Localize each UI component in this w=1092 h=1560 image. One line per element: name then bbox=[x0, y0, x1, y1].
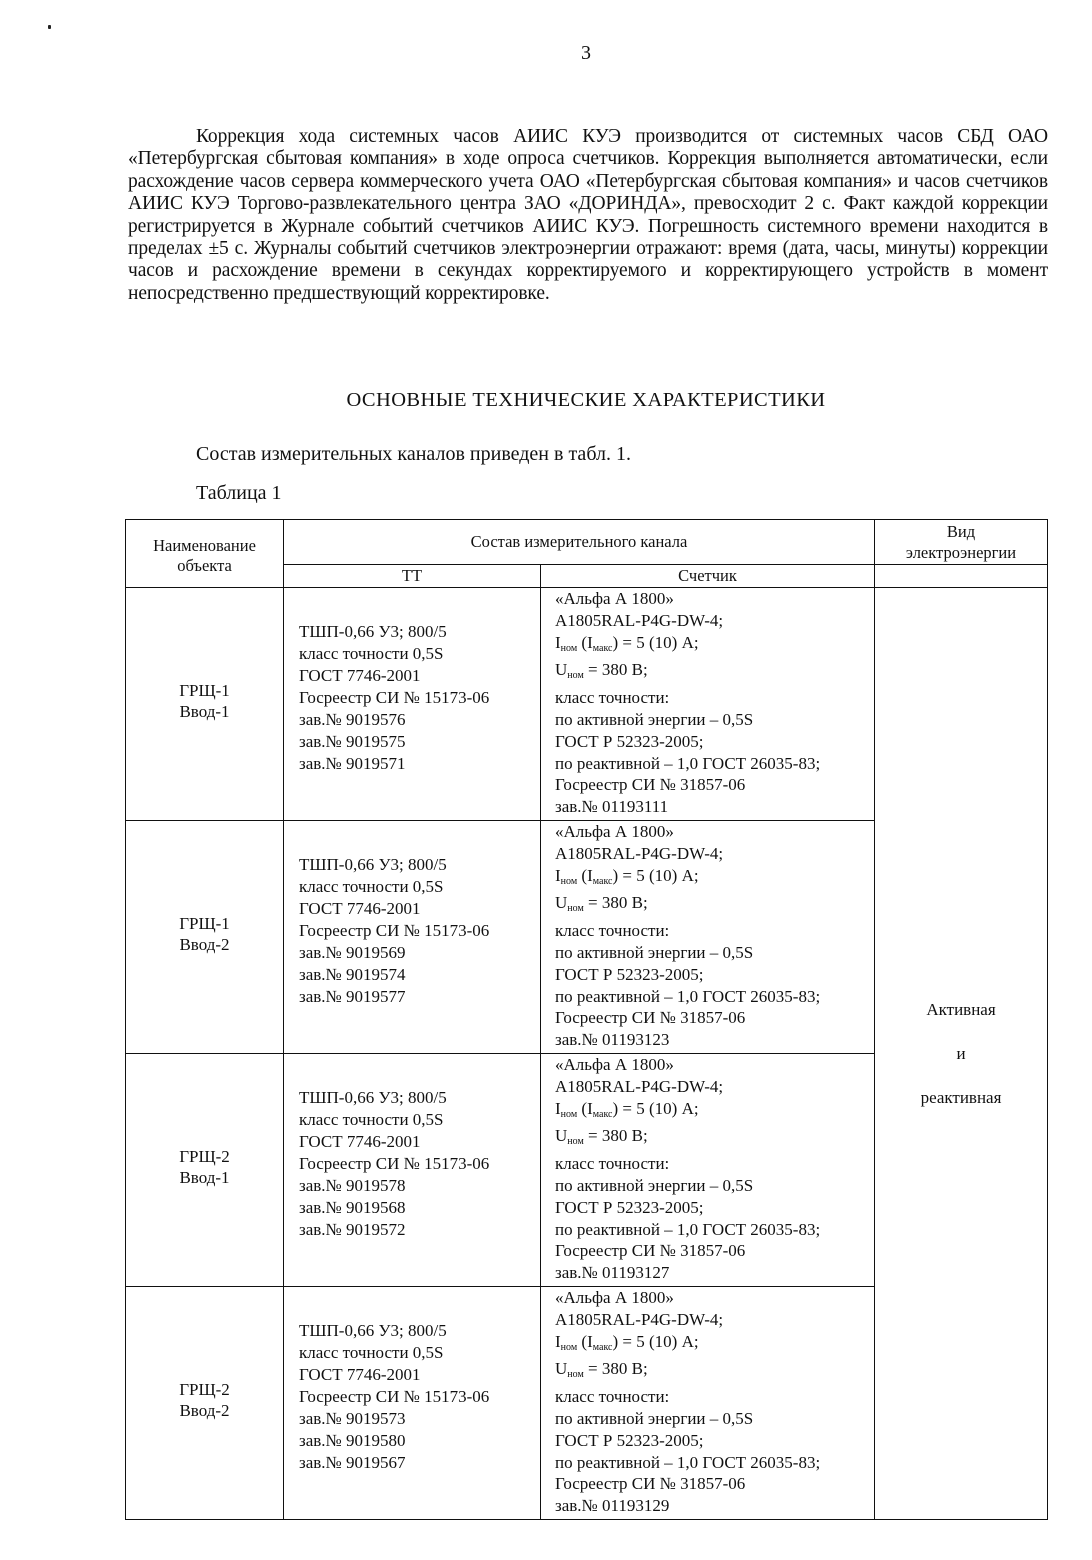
meter-serial: зав.№ 01193111 bbox=[555, 797, 669, 817]
object-input: Ввод-2 bbox=[179, 1401, 230, 1420]
current-value: ) = 5 (10) А; bbox=[612, 1331, 699, 1351]
tt-serial: зав.№ 9019577 bbox=[299, 987, 406, 1006]
current-symbol: I bbox=[555, 1098, 561, 1118]
meter-registry: Госреестр СИ № 31857-06 bbox=[555, 1008, 746, 1028]
header-kind-empty bbox=[875, 565, 1048, 588]
header-meter: Счетчик bbox=[541, 565, 875, 588]
tt-serial: зав.№ 9019576 bbox=[299, 710, 406, 729]
tt-cell bbox=[284, 588, 541, 821]
tt-cell bbox=[284, 1054, 541, 1287]
current-sub-max: макс bbox=[592, 1108, 613, 1120]
object-name: ГРЩ-2 bbox=[179, 1380, 230, 1399]
meter-voltage bbox=[555, 1358, 874, 1386]
kind-reactive: реактивная bbox=[920, 1087, 1002, 1107]
current-value: ) = 5 (10) А; bbox=[612, 1098, 699, 1118]
meter-reactive: по реактивной – 1,0 ГОСТ 26035-83; bbox=[555, 1219, 821, 1239]
channels-table bbox=[125, 519, 1048, 1520]
tt-serial: зав.№ 9019572 bbox=[299, 1220, 406, 1239]
current-sub-nom: ном bbox=[560, 875, 578, 887]
object-name: ГРЩ-1 bbox=[179, 681, 230, 700]
current-value: ) = 5 (10) А; bbox=[612, 632, 699, 652]
current-mid: (I bbox=[577, 865, 593, 885]
meter-class-label: класс точности: bbox=[555, 921, 670, 941]
meter-class-label: класс точности: bbox=[555, 1154, 670, 1174]
tt-serial: зав.№ 9019568 bbox=[299, 1198, 406, 1217]
current-sub-nom: ном bbox=[560, 1341, 578, 1353]
kind-active: Активная bbox=[926, 999, 996, 1019]
scan-speck bbox=[48, 25, 51, 29]
meter-active: по активной энергии – 0,5S bbox=[555, 1408, 754, 1428]
meter-voltage bbox=[555, 892, 874, 920]
current-mid: (I bbox=[577, 1098, 593, 1118]
meter-registry: Госреестр СИ № 31857-06 bbox=[555, 1241, 746, 1261]
meter-cell bbox=[541, 588, 875, 821]
object-cell bbox=[126, 588, 284, 821]
current-sub-nom: ном bbox=[560, 642, 578, 654]
meter-serial: зав.№ 01193123 bbox=[555, 1030, 670, 1050]
meter-class-label: класс точности: bbox=[555, 688, 670, 708]
section-title: ОСНОВНЫЕ ТЕХНИЧЕСКИЕ ХАРАКТЕРИСТИКИ bbox=[346, 389, 826, 411]
meter-active-gost: ГОСТ Р 52323-2005; bbox=[555, 1197, 704, 1217]
meter-active-gost: ГОСТ Р 52323-2005; bbox=[555, 1430, 704, 1450]
kind-cell bbox=[875, 588, 1048, 1520]
meter-active-gost: ГОСТ Р 52323-2005; bbox=[555, 964, 704, 984]
object-cell bbox=[126, 821, 284, 1054]
voltage-sub: ном bbox=[567, 1136, 584, 1148]
tt-registry: Госреестр СИ № 15173-06 bbox=[299, 921, 490, 940]
tt-type: ТШП-0,66 У3; 800/5 bbox=[299, 1321, 447, 1340]
current-mid: (I bbox=[577, 632, 593, 652]
meter-type: A1805RAL-P4G-DW-4; bbox=[555, 1309, 724, 1329]
header-tt: ТТ bbox=[284, 565, 541, 588]
tt-class: класс точности 0,5S bbox=[299, 644, 444, 663]
object-input: Ввод-1 bbox=[179, 1168, 230, 1187]
meter-serial: зав.№ 01193129 bbox=[555, 1496, 670, 1516]
tt-registry: Госреестр СИ № 15173-06 bbox=[299, 1387, 490, 1406]
meter-model: «Альфа А 1800» bbox=[555, 589, 674, 608]
tt-class: класс точности 0,5S bbox=[299, 877, 444, 896]
voltage-sub: ном bbox=[567, 903, 584, 915]
tt-cell bbox=[284, 821, 541, 1054]
tt-registry: Госреестр СИ № 15173-06 bbox=[299, 1154, 490, 1173]
tt-serial: зав.№ 9019580 bbox=[299, 1431, 406, 1450]
voltage-value: = 380 В; bbox=[583, 1126, 648, 1146]
table-intro: Состав измерительных каналов приведен в табл. 1. bbox=[196, 443, 631, 465]
meter-active: по активной энергии – 0,5S bbox=[555, 942, 754, 962]
meter-model: «Альфа А 1800» bbox=[555, 1288, 674, 1307]
current-sub-max: макс bbox=[592, 1341, 613, 1353]
voltage-value: = 380 В; bbox=[583, 1359, 648, 1379]
table-row bbox=[126, 588, 1048, 821]
object-input: Ввод-1 bbox=[179, 702, 230, 721]
page-number: 3 bbox=[581, 42, 591, 64]
object-cell bbox=[126, 1054, 284, 1287]
tt-serial: зав.№ 9019573 bbox=[299, 1409, 406, 1428]
current-symbol: I bbox=[555, 865, 561, 885]
meter-registry: Госреестр СИ № 31857-06 bbox=[555, 1474, 746, 1494]
current-symbol: I bbox=[555, 1331, 561, 1351]
current-symbol: I bbox=[555, 632, 561, 652]
tt-class: класс точности 0,5S bbox=[299, 1110, 444, 1129]
tt-gost: ГОСТ 7746-2001 bbox=[299, 899, 421, 918]
header-kind-line1: Вид bbox=[946, 522, 976, 541]
meter-reactive: по реактивной – 1,0 ГОСТ 26035-83; bbox=[555, 986, 821, 1006]
tt-serial: зав.№ 9019567 bbox=[299, 1453, 406, 1472]
meter-type: A1805RAL-P4G-DW-4; bbox=[555, 843, 724, 863]
meter-active-gost: ГОСТ Р 52323-2005; bbox=[555, 731, 704, 751]
tt-serial: зав.№ 9019575 bbox=[299, 732, 406, 751]
object-cell bbox=[126, 1287, 284, 1520]
voltage-symbol: U bbox=[555, 1126, 568, 1146]
tt-serial: зав.№ 9019574 bbox=[299, 965, 406, 984]
tt-serial: зав.№ 9019569 bbox=[299, 943, 406, 962]
meter-reactive: по реактивной – 1,0 ГОСТ 26035-83; bbox=[555, 753, 821, 773]
meter-model: «Альфа А 1800» bbox=[555, 822, 674, 841]
meter-current bbox=[555, 1098, 874, 1126]
meter-active: по активной энергии – 0,5S bbox=[555, 1175, 754, 1195]
tt-registry: Госреестр СИ № 15173-06 bbox=[299, 688, 490, 707]
header-kind bbox=[875, 520, 1048, 565]
meter-cell bbox=[541, 1054, 875, 1287]
tt-type: ТШП-0,66 У3; 800/5 bbox=[299, 1088, 447, 1107]
current-sub-nom: ном bbox=[560, 1108, 578, 1120]
kind-and: и bbox=[956, 1043, 966, 1063]
tt-gost: ГОСТ 7746-2001 bbox=[299, 1365, 421, 1384]
voltage-sub: ном bbox=[567, 1369, 584, 1381]
header-composition: Состав измерительного канала bbox=[284, 520, 875, 565]
object-name: ГРЩ-2 bbox=[179, 1147, 230, 1166]
tt-gost: ГОСТ 7746-2001 bbox=[299, 1132, 421, 1151]
meter-type: A1805RAL-P4G-DW-4; bbox=[555, 610, 724, 630]
object-input: Ввод-2 bbox=[179, 935, 230, 954]
meter-reactive: по реактивной – 1,0 ГОСТ 26035-83; bbox=[555, 1452, 821, 1472]
tt-type: ТШП-0,66 У3; 800/5 bbox=[299, 622, 447, 641]
voltage-sub: ном bbox=[567, 670, 584, 682]
meter-voltage bbox=[555, 659, 874, 687]
meter-serial: зав.№ 01193127 bbox=[555, 1263, 670, 1283]
voltage-symbol: U bbox=[555, 893, 568, 913]
meter-model: «Альфа А 1800» bbox=[555, 1055, 674, 1074]
meter-current bbox=[555, 865, 874, 893]
meter-active: по активной энергии – 0,5S bbox=[555, 709, 754, 729]
voltage-value: = 380 В; bbox=[583, 893, 648, 913]
object-name: ГРЩ-1 bbox=[179, 914, 230, 933]
current-mid: (I bbox=[577, 1331, 593, 1351]
meter-class-label: класс точности: bbox=[555, 1387, 670, 1407]
meter-voltage bbox=[555, 1125, 874, 1153]
meter-current bbox=[555, 632, 874, 660]
current-sub-max: макс bbox=[592, 642, 613, 654]
header-kind-line2: электроэнергии bbox=[905, 543, 1017, 562]
current-sub-max: макс bbox=[592, 875, 613, 887]
tt-serial: зав.№ 9019578 bbox=[299, 1176, 406, 1195]
tt-type: ТШП-0,66 У3; 800/5 bbox=[299, 855, 447, 874]
meter-current bbox=[555, 1331, 874, 1359]
meter-cell bbox=[541, 1287, 875, 1520]
current-value: ) = 5 (10) А; bbox=[612, 865, 699, 885]
voltage-value: = 380 В; bbox=[583, 660, 648, 680]
voltage-symbol: U bbox=[555, 660, 568, 680]
tt-gost: ГОСТ 7746-2001 bbox=[299, 666, 421, 685]
tt-class: класс точности 0,5S bbox=[299, 1343, 444, 1362]
meter-cell bbox=[541, 821, 875, 1054]
table-caption: Таблица 1 bbox=[196, 482, 282, 504]
meter-registry: Госреестр СИ № 31857-06 bbox=[555, 775, 746, 795]
body-paragraph: Коррекция хода системных часов АИИС КУЭ производится от системных часов СБД ОАО «Петербургская сбытовая компания» в ходе опроса счетчиков. Коррекция выполняется автоматически, если расхождение часов сервера коммерческого учета ОАО «Петербургская сбытовая компания» и часов счетчиков АИИС КУЭ Торгово-развлекательного центра ЗАО «ДОРИНДА», превосходит 2 с. Факт каждой коррекции регистрируется в Журнале событий счетчиков АИИС КУЭ. Погрешность системного времени находится в пределах ±5 с. Журналы событий счетчиков электроэнергии отражают: время (дата, часы, минуты) коррекции часов и расхождение времени в секундах корректируемого и корректирующего устройств в момент непосредственно предшествующий корректировке. bbox=[128, 126, 1048, 304]
tt-cell bbox=[284, 1287, 541, 1520]
tt-serial: зав.№ 9019571 bbox=[299, 754, 406, 773]
table-header-row bbox=[126, 520, 1048, 565]
meter-type: A1805RAL-P4G-DW-4; bbox=[555, 1076, 724, 1096]
header-object: Наименование объекта bbox=[126, 520, 284, 588]
voltage-symbol: U bbox=[555, 1359, 568, 1379]
